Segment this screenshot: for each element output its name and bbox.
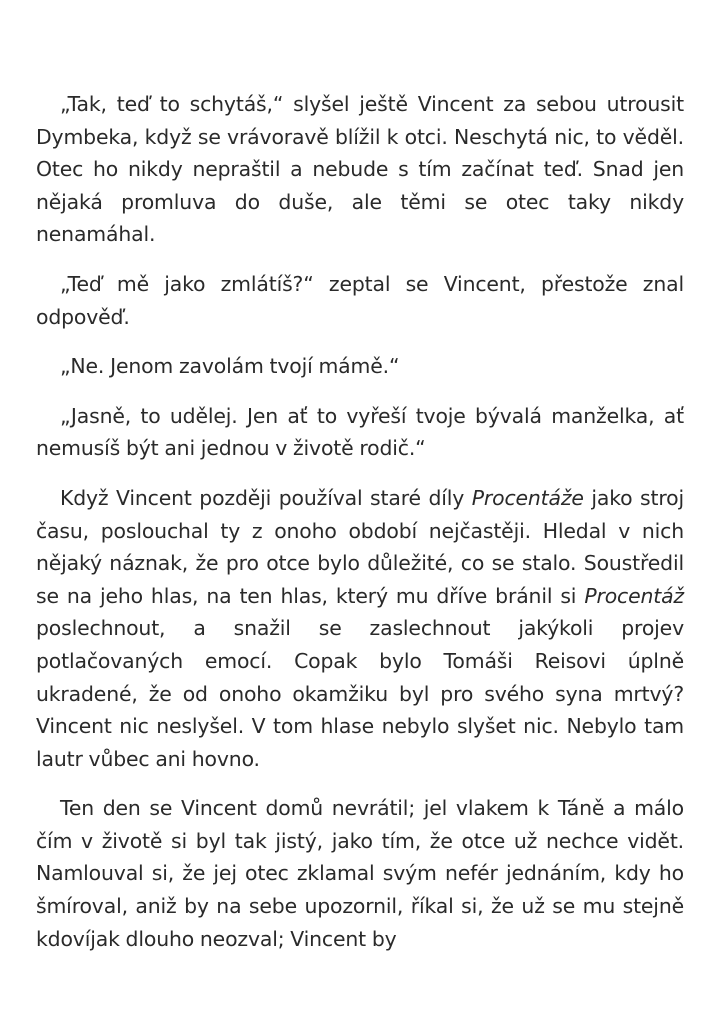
paragraph-6 <box>36 792 684 955</box>
paragraph-1 <box>36 88 684 251</box>
text-segment: Ten den se Vincent domů nevrátil; jel vlakem k Táně a málo čím v životě si byl tak jistý, jako tím, že otce už nechce vidět. Namlouval si, že jej otec zklamal svým nefér jednáním, kdy ho šmíroval, aniž by na sebe upozornil, říkal si, že už se mu stejně kdovíjak dlouho neozval; Vincent by <box>36 796 684 951</box>
text-segment: „Tak, teď to schytáš,“ slyšel ještě Vincent za sebou utrousit Dymbeka, když se vrávoravě blížil k otci. Neschytá nic, to věděl. Otec ho nikdy nepraštil a nebude s tím začínat teď. Snad jen nějaká promluva do duše, ale těmi se otec taky nikdy nenamáhal. <box>36 92 684 247</box>
paragraph-4 <box>36 400 684 465</box>
text-segment: jako stroj času, poslouchal ty z onoho období nejčastěji. Hledal v nich nějaký náznak, že pro otce bylo důležité, co se stalo. Soustředil se na jeho hlas, na ten hlas, který mu dříve bránil si <box>36 485 684 608</box>
text-segment: „Ne. Jenom zavolám tvojí mámě.“ <box>60 354 400 379</box>
paragraph-3 <box>36 350 684 383</box>
italic-title: Procentáže <box>471 485 584 510</box>
text-segment: „Teď mě jako zmlátíš?“ zeptal se Vincent, přestože znal odpověď. <box>36 271 684 329</box>
italic-title: Procentáž <box>584 583 684 608</box>
book-page <box>36 88 684 972</box>
text-segment: Když Vincent později používal staré díly <box>60 485 472 510</box>
text-segment: „Jasně, to udělej. Jen ať to vyřeší tvoje bývalá manželka, ať nemusíš být ani jednou v životě rodič.“ <box>36 403 684 461</box>
text-segment: poslechnout, a snažil se zaslechnout jakýkoli projev potlačovaných emocí. Copak bylo Tomáši Reisovi úplně ukradené, že od onoho okamžiku byl pro svého syna mrtvý? Vincent nic neslyšel. V tom hlase nebylo slyšet nic. Nebylo tam lautr vůbec ani hovno. <box>36 616 684 771</box>
paragraph-5 <box>36 482 684 775</box>
paragraph-2 <box>36 268 684 333</box>
